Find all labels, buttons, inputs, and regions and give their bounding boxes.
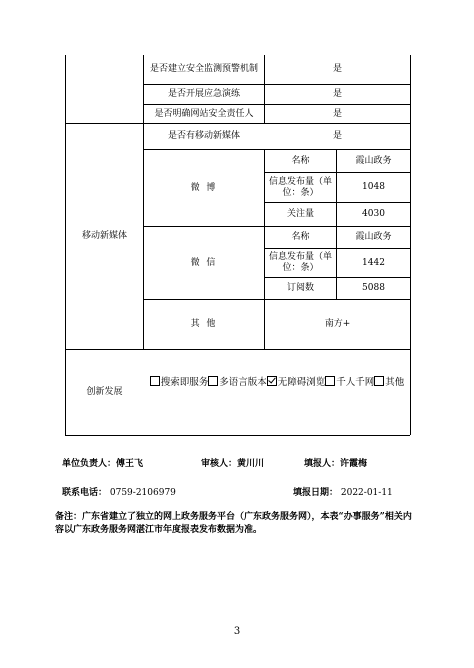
innovation-options <box>144 350 410 414</box>
contact-phone: 联系电话： 0759-2106979 <box>62 488 176 498</box>
weibo-label: 微 博 <box>190 182 218 193</box>
fill-date: 填报日期： 2022-01-11 <box>293 488 393 498</box>
other-media-label: 其 他 <box>190 319 218 329</box>
security-officer-value: 是 <box>332 108 342 119</box>
weibo-count-label: 信息发布量（单位：条） <box>268 176 332 198</box>
table-border-right <box>410 55 411 435</box>
checkbox-personalized[interactable] <box>325 376 335 386</box>
emergency-drill-value: 是 <box>332 89 342 99</box>
weibo-name-value: 霞山政务 <box>355 155 392 166</box>
checkbox-search[interactable] <box>150 376 160 386</box>
page-number: 3 <box>233 626 241 637</box>
wechat-name-value: 霞山政务 <box>355 232 392 242</box>
innovation-option-search[interactable]: 搜索即服务 <box>150 376 209 388</box>
weibo-follow-value: 4030 <box>362 209 385 219</box>
wechat-read-label: 订阅数 <box>286 283 314 293</box>
monitoring-mechanism-value: 是 <box>332 64 342 74</box>
weibo-follow-label: 关注量 <box>286 209 314 219</box>
emergency-drill-label: 是否开展应急演练 <box>167 89 240 99</box>
innovation-option-accessibility[interactable]: 无障碍浏览 <box>267 376 326 388</box>
wechat-name-label: 名称 <box>291 232 310 242</box>
innovation-option-other[interactable]: 其他 <box>374 376 404 388</box>
reviewer: 审核人：黄川川 <box>201 459 265 469</box>
has-mobile-media-value: 是 <box>332 131 342 141</box>
weibo-name-label: 名称 <box>291 155 310 166</box>
checkbox-other[interactable] <box>374 376 384 386</box>
innovation-option-personalized[interactable]: 千人千网 <box>325 376 374 388</box>
wechat-count-value: 1442 <box>362 257 385 268</box>
security-officer-label: 是否明确网站安全责任人 <box>154 108 254 119</box>
innovation-label: 创新发展 <box>86 387 123 397</box>
checkbox-accessibility[interactable] <box>267 376 277 386</box>
innovation-option-multilang[interactable]: 多语言版本 <box>208 376 267 388</box>
wechat-count-label: 信息发布量（单位：条） <box>268 252 332 273</box>
has-mobile-media-label: 是否有移动新媒体 <box>167 131 240 141</box>
weibo-count-value: 1048 <box>362 182 385 192</box>
unit-head: 单位负责人：傅王飞 <box>62 459 144 469</box>
other-media-value: 南方+ <box>324 319 351 329</box>
filler: 填报人：许霞梅 <box>304 459 368 469</box>
wechat-read-value: 5088 <box>362 283 385 293</box>
table-border-bottom <box>65 435 410 436</box>
monitoring-mechanism-label: 是否建立安全监测预警机制 <box>149 64 258 74</box>
wechat-label: 微 信 <box>190 257 218 268</box>
footnote: 备注：广东省建立了独立的网上政务服务平台（广东政务服务网），本表“办事服务”相关内容以广东政务服务网湛江市年度报表发布数据为准。 <box>55 512 412 535</box>
mobile-media-label: 移动新媒体 <box>81 231 127 241</box>
checkbox-multilang[interactable] <box>208 376 218 386</box>
